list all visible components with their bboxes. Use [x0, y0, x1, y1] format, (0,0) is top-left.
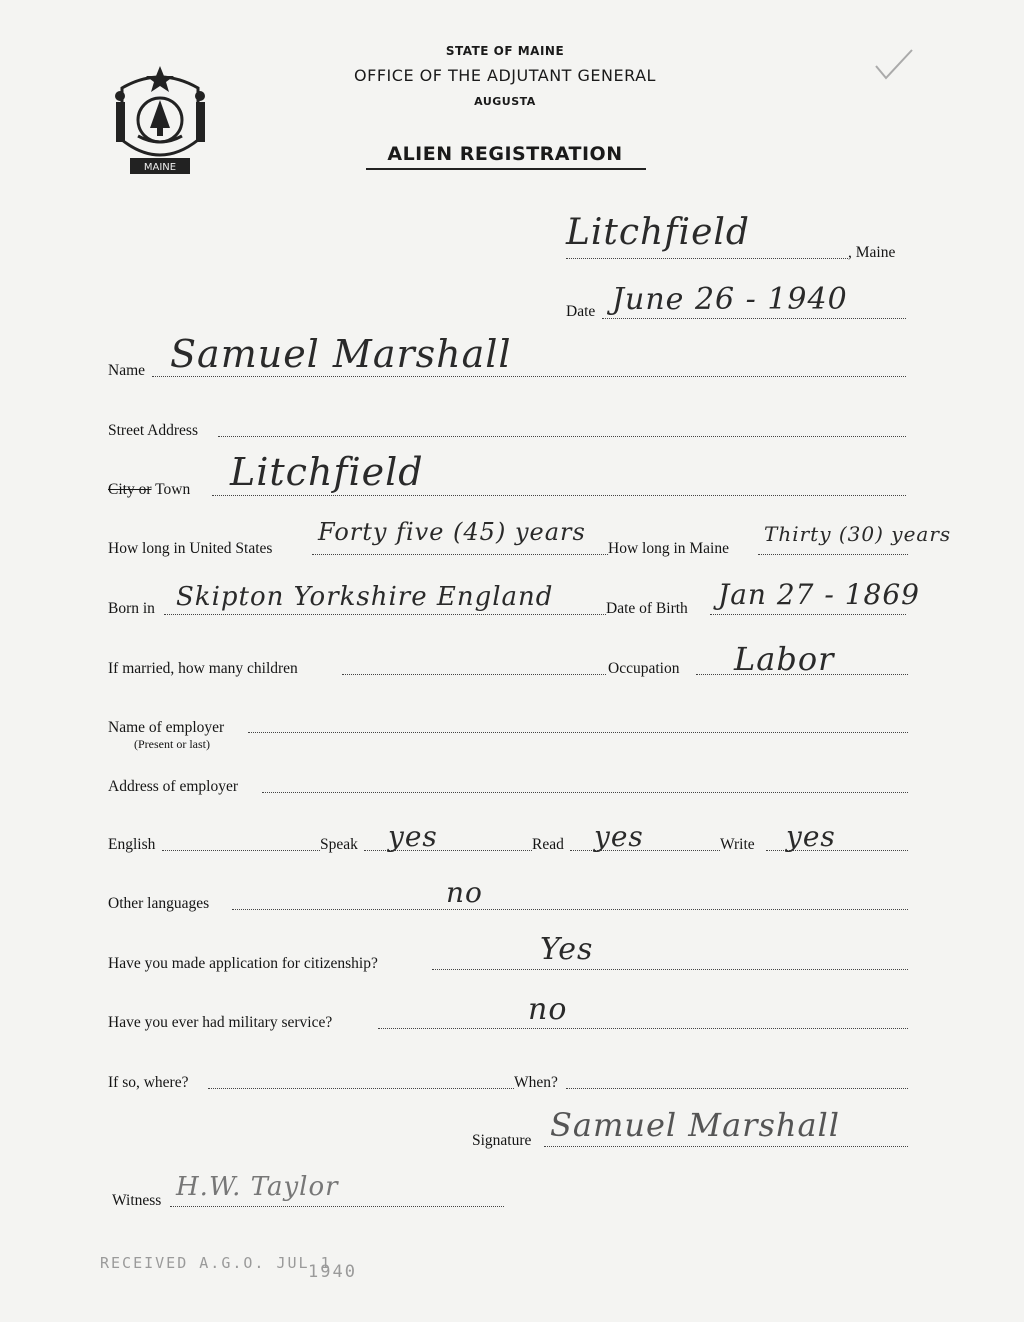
citizenship-value: Yes: [540, 932, 594, 967]
name-value: Samuel Marshall: [170, 332, 512, 376]
children-line: [342, 674, 606, 675]
military-value: no: [528, 992, 568, 1027]
how-long-us-line: [312, 554, 608, 555]
signature-line: [544, 1146, 908, 1147]
signature-label: Signature: [472, 1132, 532, 1149]
employer-name-note: (Present or last): [134, 737, 210, 751]
witness-line: [170, 1206, 504, 1207]
title-underline: [366, 168, 646, 170]
date-line: [602, 318, 906, 319]
received-stamp-year: 1940: [308, 1262, 357, 1282]
received-stamp: RECEIVED A.G.O. JUL 1: [100, 1254, 332, 1272]
date-of-birth-label: Date of Birth: [606, 600, 688, 617]
witness-label: Witness: [112, 1192, 162, 1209]
city-or-struck: City or: [108, 481, 152, 498]
citizenship-line: [432, 969, 908, 970]
read-value: yes: [594, 820, 644, 853]
employer-name-line: [248, 732, 908, 733]
date-of-birth-value: Jan 27 - 1869: [718, 578, 920, 611]
english-line: [162, 850, 320, 851]
citizenship-label: Have you made application for citizenship?: [108, 955, 378, 972]
write-value: yes: [786, 820, 836, 853]
how-long-us-label: How long in United States: [108, 540, 273, 557]
city-town-value: Litchfield: [230, 450, 424, 494]
state-seal-icon: [108, 58, 212, 182]
other-languages-line: [232, 909, 908, 910]
street-address-label: Street Address: [108, 422, 198, 439]
employer-name-label: Name of employer: [108, 719, 225, 736]
military-line: [378, 1028, 908, 1029]
how-long-maine-value: Thirty (30) years: [764, 522, 952, 546]
town-label: Town: [155, 481, 191, 498]
witness-value: H.W. Taylor: [176, 1172, 339, 1202]
occupation-value: Labor: [734, 640, 835, 678]
name-line: [152, 376, 906, 377]
other-languages-value: no: [446, 876, 483, 909]
read-label: Read: [532, 836, 564, 853]
born-in-value: Skipton Yorkshire England: [176, 582, 554, 612]
street-address-line: [218, 436, 906, 437]
signature-value: Samuel Marshall: [550, 1106, 841, 1144]
when-label: When?: [514, 1074, 558, 1091]
how-long-us-value: Forty five (45) years: [318, 518, 586, 546]
write-label: Write: [720, 836, 755, 853]
name-label: Name: [108, 362, 146, 379]
city-town-line: [212, 495, 906, 496]
english-label: English: [108, 836, 156, 853]
date-value: June 26 - 1940: [612, 282, 848, 317]
state-title: STATE OF MAINE: [445, 44, 565, 58]
how-long-maine-line: [758, 554, 908, 555]
city-town-label: [108, 481, 190, 499]
military-label: Have you ever had military service?: [108, 1014, 333, 1031]
employer-address-line: [262, 792, 908, 793]
children-label: If married, how many children: [108, 660, 298, 677]
occupation-label: Occupation: [608, 660, 680, 677]
born-in-label: Born in: [108, 600, 155, 617]
born-in-line: [164, 614, 606, 615]
date-of-birth-line: [710, 614, 906, 615]
seal-text: MAINE: [143, 162, 177, 173]
date-label: Date: [566, 303, 596, 320]
place-suffix: , Maine: [848, 244, 896, 261]
place-value: Litchfield: [566, 212, 750, 253]
read-line: [570, 850, 720, 851]
how-long-maine-label: How long in Maine: [608, 540, 729, 557]
where-label: If so, where?: [108, 1074, 189, 1091]
checkmark-icon: [872, 46, 916, 82]
employer-address-label: Address of employer: [108, 778, 238, 795]
speak-value: yes: [388, 820, 438, 853]
place-line: [566, 258, 848, 259]
speak-label: Speak: [320, 836, 358, 853]
where-line: [208, 1088, 514, 1089]
city-title: AUGUSTA: [474, 95, 536, 108]
office-title: OFFICE OF THE ADJUTANT GENERAL: [354, 66, 656, 85]
other-languages-label: Other languages: [108, 895, 210, 912]
when-line: [566, 1088, 908, 1089]
form-title: ALIEN REGISTRATION: [387, 143, 623, 165]
